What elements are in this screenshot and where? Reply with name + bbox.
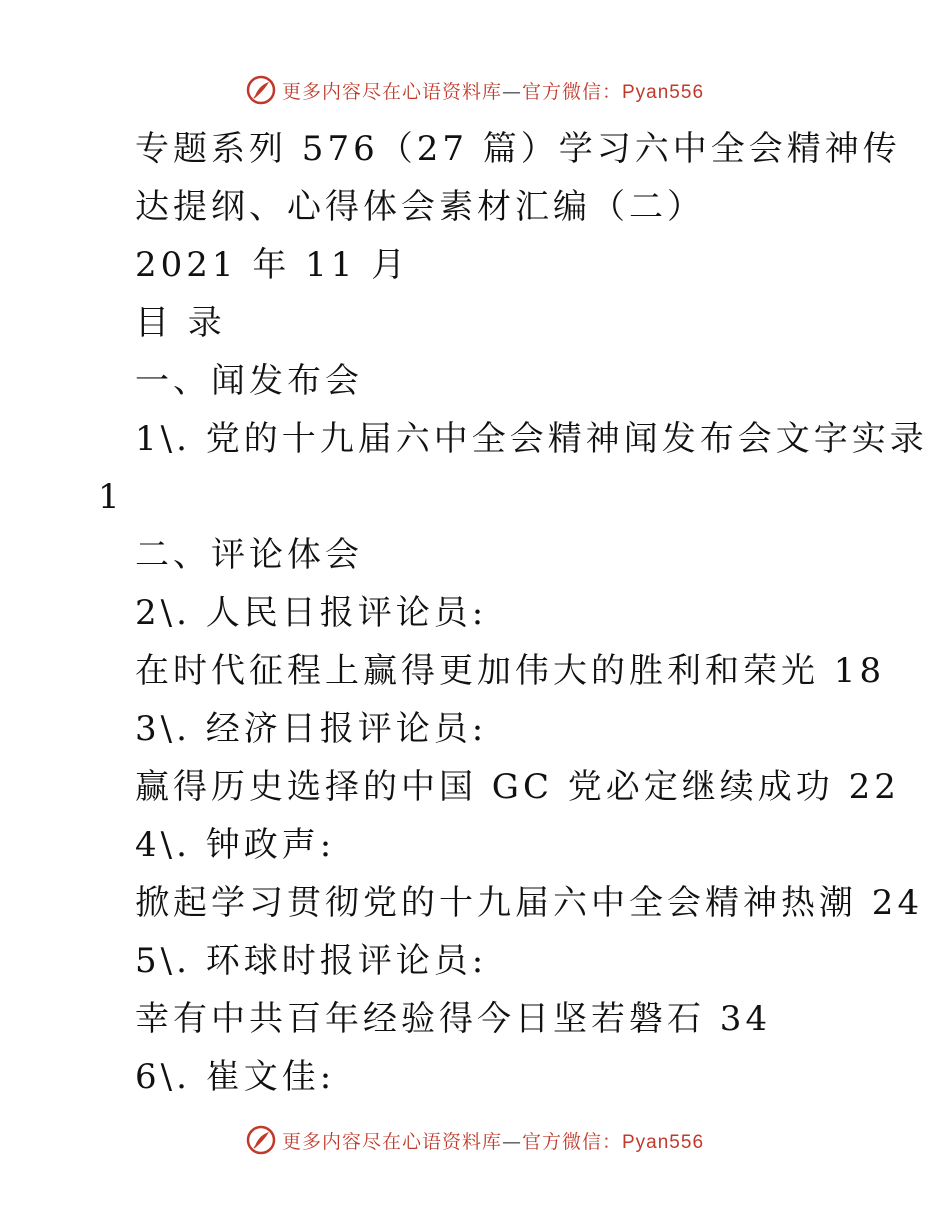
watermark-brand: 更多内容尽在心语资料库 [281, 1130, 502, 1153]
watermark-separator: — [501, 1130, 522, 1153]
footer-watermark [0, 1120, 950, 1160]
doc-title-line-2: 达提纲、心得体会素材汇编（二） [135, 187, 705, 227]
toc-section-2: 二、评论体会 [135, 535, 363, 575]
toc-item-5-title: 幸有中共百年经验得今日坚若磐石 34 [135, 999, 772, 1039]
watermark-official-label: 官方微信： [521, 1130, 622, 1153]
watermark-text [282, 1127, 704, 1154]
watermark-text [282, 77, 704, 104]
feather-logo-icon [246, 1125, 276, 1155]
toc-item-2-author: 2\. 人民日报评论员: [135, 593, 488, 633]
doc-title-line-1: 专题系列 576（27 篇）学习六中全会精神传 [135, 129, 901, 169]
watermark-separator: — [501, 80, 522, 103]
toc-item-3-author: 3\. 经济日报评论员: [135, 709, 488, 749]
watermark-official-label: 官方微信： [521, 80, 622, 103]
toc-section-1: 一、闻发布会 [135, 361, 363, 401]
doc-date: 2021 年 11 月 [135, 245, 410, 285]
toc-item-3-title: 赢得历史选择的中国 GC 党必定继续成功 22 [135, 767, 900, 807]
toc-item-6-author: 6\. 崔文佳: [135, 1057, 336, 1097]
toc-item-1-page: 1 [98, 477, 124, 517]
watermark-brand: 更多内容尽在心语资料库 [281, 80, 502, 103]
toc-item-4-title: 掀起学习贯彻党的十九届六中全会精神热潮 24 [135, 883, 924, 923]
document-body [0, 120, 950, 1106]
watermark-wechat-id: Pyan556 [622, 1131, 705, 1153]
toc-heading: 目 录 [135, 303, 226, 343]
watermark-wechat-id: Pyan556 [622, 81, 705, 103]
header-watermark [0, 70, 950, 110]
toc-item-2-title: 在时代征程上赢得更加伟大的胜利和荣光 18 [135, 651, 886, 691]
feather-logo-icon [246, 75, 276, 105]
toc-item-5-author: 5\. 环球时报评论员: [135, 941, 488, 981]
toc-item-4-author: 4\. 钟政声: [135, 825, 336, 865]
toc-item-1: 1\. 党的十九届六中全会精神闻发布会文字实录 [135, 419, 928, 459]
